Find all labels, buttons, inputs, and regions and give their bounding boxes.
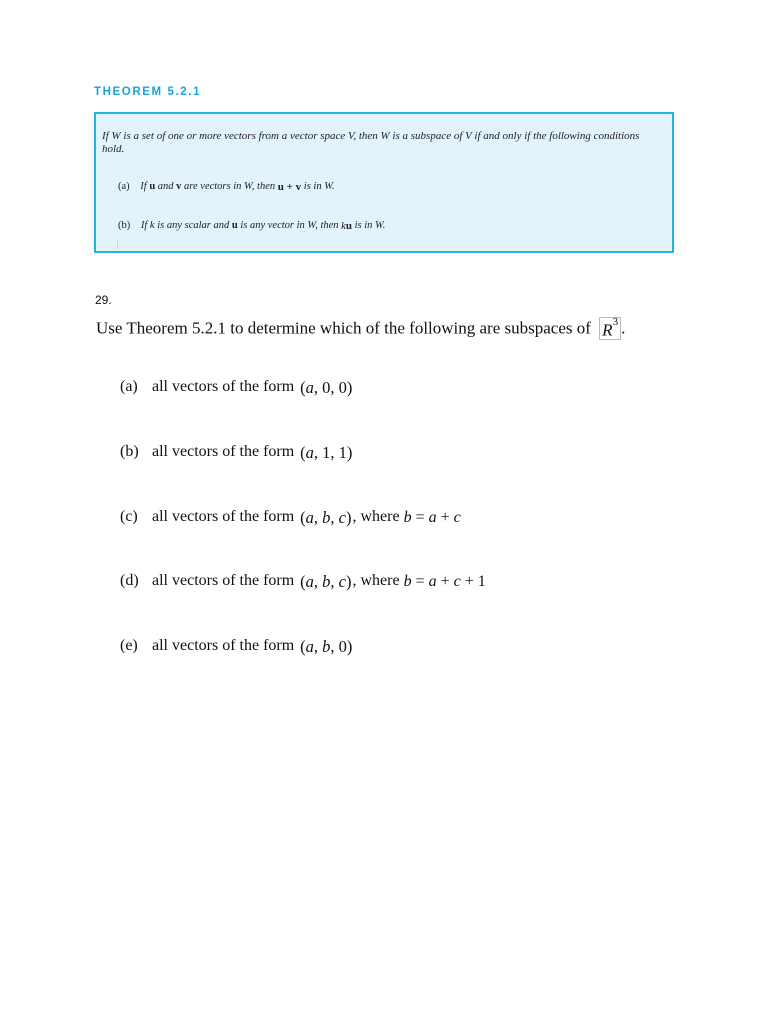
vector-form: (a, b, 0) [300,637,353,656]
condition-b-math-u: u [345,220,352,232]
problem-number: 29. [95,293,112,307]
r3-exponent: 3 [612,316,619,328]
part-a [120,376,352,396]
theorem-title: THEOREM 5.2.1 [94,86,202,98]
condition-a-label: (a) [118,181,130,192]
condition-a-v: v [176,181,182,192]
vector-form: (a, 1, 1) [300,443,353,462]
condition-equation: b = a + c [403,509,461,526]
condition-a-math: u + v [277,181,302,193]
condition-b-u: u [231,220,238,231]
part-e [120,635,352,655]
condition-a-if: If [140,181,147,192]
part-text: all vectors of the form [152,508,295,525]
statement-end: . [621,318,626,338]
condition-a-u: u [149,181,156,192]
vector-form: (a, b, c) [300,572,352,591]
vector-form: (a, b, c) [300,508,352,527]
where-text: , where [352,508,400,525]
part-b [120,441,352,461]
theorem-condition-a [118,180,335,192]
r3-symbol [599,317,621,340]
problem-statement-text: Use Theorem 5.2.1 to determine which of the following are subspaces of [96,318,591,338]
part-c [120,506,461,526]
part-text: all vectors of the form [152,572,295,589]
condition-b-after: is in W. [354,220,386,231]
part-label: (d) [120,572,139,589]
condition-a-after: is in W. [303,181,335,192]
part-label: (b) [120,443,139,460]
part-d [120,570,486,590]
condition-a-middle: are vectors in W, then [184,181,276,192]
condition-b-label: (b) [118,220,131,231]
part-label: (e) [120,637,138,654]
theorem-box [94,112,674,253]
part-label: (c) [120,508,138,525]
condition-equation: b = a + c + 1 [403,573,486,590]
condition-b-middle: is any vector in W, then [240,220,339,231]
theorem-condition-b [118,219,385,231]
part-label: (a) [120,378,138,395]
vector-form: (a, 0, 0) [300,378,353,397]
where-text: , where [352,572,400,589]
theorem-intro: If W is a set of one or more vectors from a vector space V, then W is a subspace of V if and only if the following conditions hold. [102,130,640,155]
r3-letter: R [602,320,613,340]
condition-b-math-k: k [341,221,346,232]
condition-a-and: and [157,181,174,192]
part-text: all vectors of the form [152,378,295,395]
part-text: all vectors of the form [152,637,295,654]
part-text: all vectors of the form [152,443,295,460]
text-cursor-mark [117,240,118,249]
problem-statement [96,315,625,339]
condition-b-if: If k is any scalar and [140,220,230,231]
